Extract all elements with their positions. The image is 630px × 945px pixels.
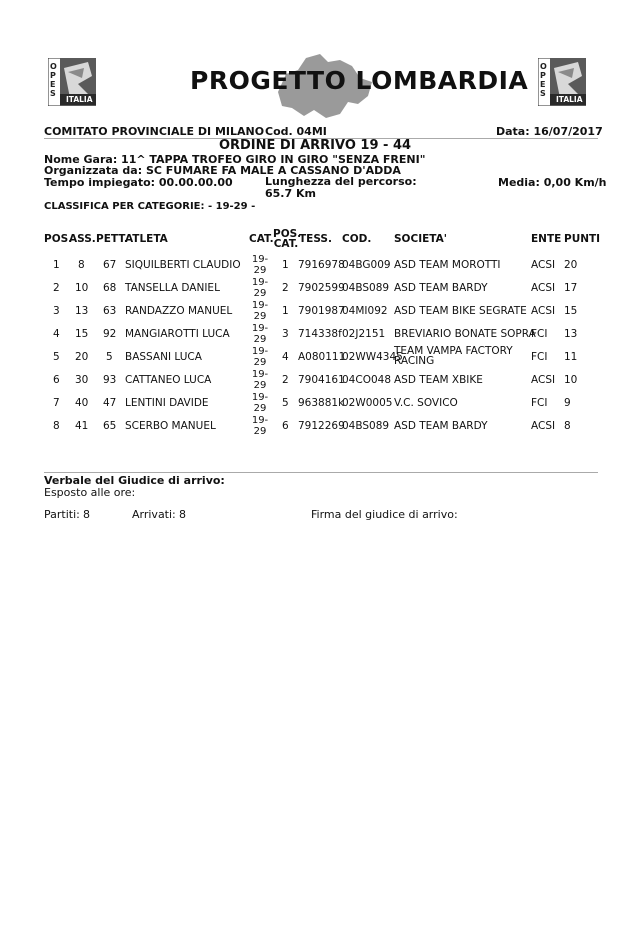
cell-cod: 02WW4345 <box>342 351 403 363</box>
table-row <box>0 392 630 414</box>
judge-signature-label: Firma del giudice di arrivo: <box>311 508 458 521</box>
table-row <box>0 415 630 437</box>
cell-cod: 04BS089 <box>342 420 390 432</box>
cell-cod: 04MI092 <box>342 305 388 317</box>
cell-ente: ACSI <box>531 305 556 317</box>
category-ranking: CLASSIFICA PER CATEGORIE: - 19-29 - <box>44 201 256 212</box>
cell-ass: 10 <box>75 282 89 294</box>
col-ente: ENTE <box>531 233 562 245</box>
cell-cod: 02J2151 <box>342 328 386 340</box>
cell-cat: 19-29 <box>251 323 269 345</box>
cell-tess: 714338f <box>298 328 342 340</box>
cell-pos-cat: 2 <box>282 282 289 294</box>
cell-ente: FCI <box>531 328 548 340</box>
cell-societa: ASD TEAM BARDY <box>394 420 488 432</box>
cell-tess: A080111 <box>298 351 346 363</box>
cell-pett: 5 <box>106 351 113 363</box>
cell-pos: 5 <box>53 351 60 363</box>
verbale-label: Verbale del Giudice di arrivo: <box>44 474 225 487</box>
col-tess: TESS. <box>299 233 332 245</box>
race-name: Nome Gara: 11^ TAPPA TROFEO GIRO IN GIRO "SENZA FRENI" <box>44 153 426 166</box>
cell-pos: 3 <box>53 305 60 317</box>
committee-code: Cod. 04MI <box>265 125 327 138</box>
cell-atleta: MANGIAROTTI LUCA <box>125 328 230 340</box>
table-row <box>0 254 630 276</box>
col-punti: PUNTI <box>564 233 601 245</box>
logo-text-side: ITALIA <box>556 95 583 104</box>
cell-ass: 20 <box>75 351 89 363</box>
cell-societa: TEAM VAMPA FACTORY RACING <box>394 345 513 367</box>
cell-cat: 19-29 <box>251 392 269 414</box>
cell-pos-cat: 6 <box>282 420 289 432</box>
cell-ass: 41 <box>75 420 89 432</box>
cell-societa: V.C. SOVICO <box>394 397 458 409</box>
cell-cat: 19-29 <box>251 346 269 368</box>
cell-pett: 67 <box>103 259 117 271</box>
table-row <box>0 323 630 345</box>
cell-pos: 8 <box>53 420 60 432</box>
cell-ass: 30 <box>75 374 89 386</box>
table-row <box>0 346 630 368</box>
logo-text-top: OPES <box>540 62 547 98</box>
opes-logo-right <box>538 58 584 104</box>
cell-pett: 68 <box>103 282 117 294</box>
cell-atleta: SCERBO MANUEL <box>125 420 216 432</box>
cell-cod: 04CO048 <box>342 374 391 386</box>
col-atleta: ATLETA <box>125 233 168 245</box>
cell-societa: ASD TEAM BARDY <box>394 282 488 294</box>
cell-ente: ACSI <box>531 282 556 294</box>
cell-atleta: RANDAZZO MANUEL <box>125 305 233 317</box>
cell-tess: 963881k <box>298 397 345 409</box>
average-speed: Media: 0,00 Km/h <box>498 176 607 189</box>
col-pos: POS. <box>44 233 73 245</box>
page-title: PROGETTO LOMBARDIA <box>190 66 529 95</box>
opes-logo-left <box>48 58 94 104</box>
cell-ass: 13 <box>75 305 89 317</box>
col-cod: COD. <box>342 233 372 245</box>
cell-pett: 47 <box>103 397 117 409</box>
cell-pos-cat: 1 <box>282 259 289 271</box>
cell-cat: 19-29 <box>251 254 269 276</box>
cell-ass: 8 <box>78 259 85 271</box>
col-ass: ASS. <box>69 233 96 245</box>
order-title: ORDINE DI ARRIVO 19 - 44 <box>218 138 412 153</box>
cell-punti: 11 <box>564 351 578 363</box>
cell-punti: 15 <box>564 305 578 317</box>
cell-pos-cat: 5 <box>282 397 289 409</box>
col-pett: PETT. <box>96 233 128 245</box>
cell-ente: ACSI <box>531 259 556 271</box>
cell-societa: ASD TEAM BIKE SEGRATE <box>394 305 527 317</box>
cell-pett: 92 <box>103 328 117 340</box>
cell-tess: 7916978 <box>298 259 345 271</box>
cell-cat: 19-29 <box>251 300 269 322</box>
cell-punti: 17 <box>564 282 578 294</box>
cell-ente: ACSI <box>531 420 556 432</box>
course-length: Lunghezza del percorso: 65.7 Km <box>265 175 417 200</box>
cell-ente: FCI <box>531 397 548 409</box>
cell-punti: 13 <box>564 328 578 340</box>
cell-atleta: LENTINI DAVIDE <box>125 397 209 409</box>
cell-pos: 6 <box>53 374 60 386</box>
cell-societa: BREVIARIO BONATE SOPRA <box>394 328 536 340</box>
cell-societa: ASD TEAM XBIKE <box>394 374 483 386</box>
cell-pos-cat: 4 <box>282 351 289 363</box>
cell-pos: 2 <box>53 282 60 294</box>
cell-atleta: BASSANI LUCA <box>125 351 202 363</box>
cell-pett: 93 <box>103 374 117 386</box>
committee-label: COMITATO PROVINCIALE DI MILANO <box>44 125 265 138</box>
partiti-label: Partiti: <box>44 508 80 521</box>
cell-tess: 7902599 <box>298 282 345 294</box>
table-row <box>0 369 630 391</box>
cell-pett: 63 <box>103 305 117 317</box>
cell-cat: 19-29 <box>251 277 269 299</box>
cell-pos: 7 <box>53 397 60 409</box>
cell-punti: 8 <box>564 420 571 432</box>
cell-pos-cat: 3 <box>282 328 289 340</box>
cell-cat: 19-29 <box>251 369 269 391</box>
col-cat: CAT. <box>249 233 274 245</box>
cell-cod: 02W0005 <box>342 397 393 409</box>
cell-pos: 1 <box>53 259 60 271</box>
cell-ass: 15 <box>75 328 89 340</box>
cell-tess: 7904161 <box>298 374 345 386</box>
col-societa: SOCIETA' <box>394 233 447 245</box>
arrivati-label: Arrivati: <box>132 508 176 521</box>
arrivati-value: 8 <box>179 508 186 521</box>
table-row <box>0 300 630 322</box>
cell-punti: 20 <box>564 259 578 271</box>
cell-tess: 7901987 <box>298 305 345 317</box>
cell-tess: 7912269 <box>298 420 345 432</box>
cell-ente: FCI <box>531 351 548 363</box>
cell-pos-cat: 2 <box>282 374 289 386</box>
esposto-label: Esposto alle ore: <box>44 486 136 499</box>
footer-divider <box>44 472 598 473</box>
cell-atleta: CATTANEO LUCA <box>125 374 212 386</box>
cell-cod: 04BG009 <box>342 259 391 271</box>
partiti-value: 8 <box>83 508 90 521</box>
col-pos-cat: POS. CAT. <box>273 228 302 250</box>
cell-ass: 40 <box>75 397 89 409</box>
cell-atleta: TANSELLA DANIEL <box>125 282 220 294</box>
race-organizer: Organizzata da: SC FUMARE FA MALE A CASSANO D'ADDA <box>44 164 401 177</box>
cell-pett: 65 <box>103 420 117 432</box>
cell-pos: 4 <box>53 328 60 340</box>
cell-cod: 04BS089 <box>342 282 390 294</box>
cell-punti: 10 <box>564 374 578 386</box>
cell-pos-cat: 1 <box>282 305 289 317</box>
cell-ente: ACSI <box>531 374 556 386</box>
logo-text-top: OPES <box>50 62 57 98</box>
table-row <box>0 277 630 299</box>
cell-cat: 19-29 <box>251 415 269 437</box>
cell-societa: ASD TEAM MOROTTI <box>394 259 501 271</box>
race-date: Data: 16/07/2017 <box>496 125 603 138</box>
cell-atleta: SIQUILBERTI CLAUDIO <box>125 259 241 271</box>
logo-text-side: ITALIA <box>66 95 93 104</box>
time-taken: Tempo impiegato: 00.00.00.00 <box>44 176 233 189</box>
cell-punti: 9 <box>564 397 571 409</box>
